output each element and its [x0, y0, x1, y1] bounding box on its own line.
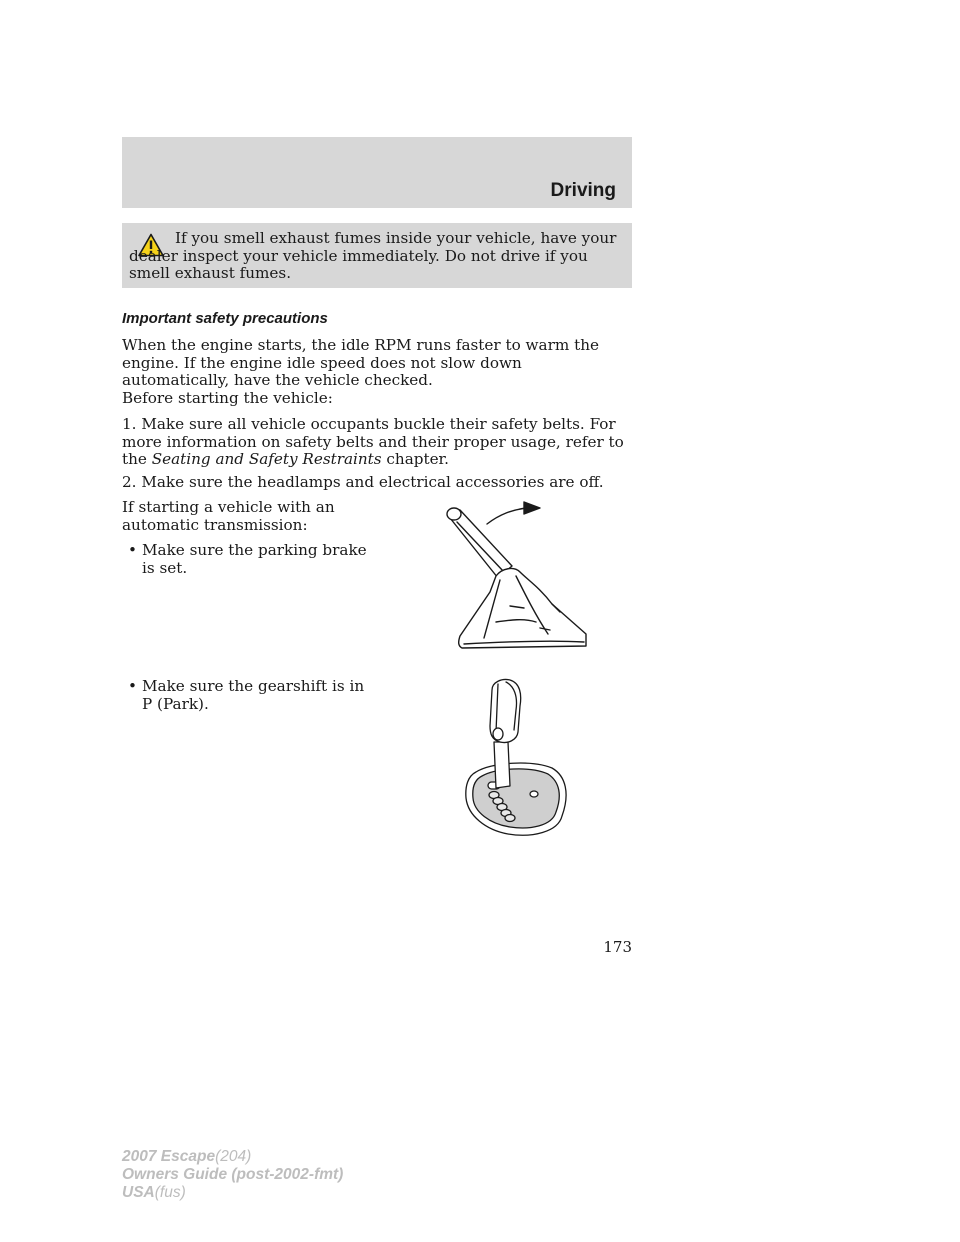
chapter-reference: Seating and Safety Restraints [151, 450, 382, 468]
step-1-text: 1. Make sure all vehicle occupants buckle their safety belts. For more information on safety belts and their proper usage, refer to the [122, 415, 624, 468]
step-1-end: chapter. [381, 450, 449, 468]
paragraph-before-starting: Before starting the vehicle: [122, 389, 333, 407]
chapter-title: Driving [550, 180, 616, 201]
footer-line-3 [122, 1184, 343, 1202]
chapter-header-band [122, 137, 632, 208]
gearshift-illustration [462, 676, 572, 841]
footer-market-code: (fus) [154, 1184, 186, 1201]
footer-market: USA [122, 1184, 155, 1201]
warning-text: If you smell exhaust fumes inside your vehicle, have your dealer inspect your vehicle immediately. Do not drive if you smell exhaust fumes. [129, 229, 617, 282]
warning-box [122, 223, 632, 288]
bullet-gearshift-park [122, 678, 372, 713]
paragraph-automatic-transmission: If starting a vehicle with an automatic transmission: [122, 498, 335, 534]
page-number: 173 [603, 938, 632, 956]
paragraph-step-2: 2. Make sure the headlamps and electrical accessories are off. [122, 473, 604, 491]
document-footer [122, 1148, 343, 1202]
bullet-text: Make sure the parking brake is set. [142, 541, 367, 577]
footer-model: 2007 Escape [122, 1148, 216, 1165]
bullet-marker: • [128, 541, 137, 559]
bullet-marker: • [128, 677, 137, 695]
paragraph-idle-rpm: When the engine starts, the idle RPM runs faster to warm the engine. If the engine idle speed does not slow down automatically, have the vehicle checked. [122, 336, 599, 389]
section-heading: Important safety precautions [122, 310, 328, 327]
bullet-text: Make sure the gearshift is in P (Park). [142, 677, 365, 713]
paragraph-step-1 [122, 416, 632, 469]
bullet-parking-brake [122, 542, 372, 577]
footer-line-2: Owners Guide (post-2002-fmt) [122, 1166, 344, 1183]
parking-brake-illustration [440, 496, 600, 656]
footer-model-code: (204) [215, 1148, 252, 1165]
footer-line-1 [122, 1148, 343, 1166]
